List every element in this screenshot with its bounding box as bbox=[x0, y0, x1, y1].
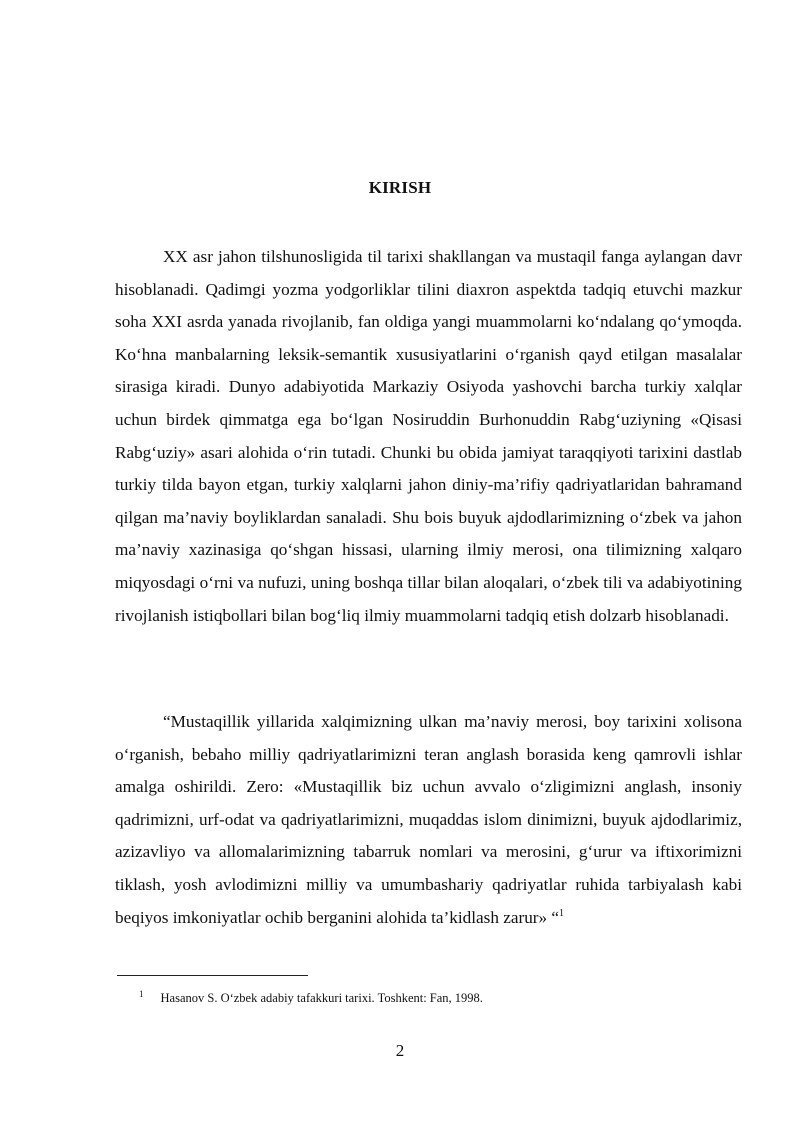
paragraph-2 bbox=[115, 706, 742, 934]
footnote-text: Hasanov S. O‘zbek adabiy tafakkuri tarixi. Toshkent: Fan, 1998. bbox=[160, 991, 483, 1005]
page-number: 2 bbox=[395, 1041, 405, 1060]
footnote bbox=[139, 986, 483, 1006]
paragraph-2-text: “Mustaqillik yillarida xalqimizning ulkan ma’naviy merosi, boy tarixini xolisona o‘rganish, bebaho milliy qadriyatlarimizni teran anglash borasida keng qamrovli ishlar amalga oshirildi. Zero: «Mustaqillik biz uchun avvalo o‘zligimizni anglash, insoniy qadrimizni, urf-odat va qadriyatlarimizni, muqaddas islom dinimizni, buyuk ajdodlarimiz, azizavliyo va allomalarimizning tabarruk nomlari va merosini, g‘urur va iftixorimizni tiklash, yosh avlodimizni milliy va umumbashariy qadriyatlar ruhida tarbiyalash kabi beqiyos imkoniyatlar ochib berganini alohida ta’kidlash zarur» “ bbox=[115, 712, 742, 927]
section-title: KIRISH bbox=[368, 178, 432, 197]
footnote-separator bbox=[117, 975, 308, 976]
footnote-reference[interactable]: 1 bbox=[559, 907, 565, 919]
footnote-number: 1 bbox=[139, 989, 144, 999]
paragraph-1: XX asr jahon tilshunosligida til tarixi shakllangan va mustaqil fanga aylangan davr hisoblanadi. Qadimgi yozma yodgorliklar tilini diaxron aspektda tadqiq etuvchi mazkur soha XXI asrda yanada rivojlanib, fan oldiga yangi muammolarni ko‘ndalang qo‘ymoqda. Ko‘hna manbalarning leksik-semantik xususiyatlarini o‘rganish qayd etilgan masalalar sirasiga kiradi. Dunyo adabiyotida Markaziy Osiyoda yashovchi barcha turkiy xalqlar uchun birdek qimmatga ega bo‘lgan Nosiruddin Burhonuddin Rabg‘uziyning «Qisasi Rabg‘uziy» asari alohida o‘rin tutadi. Chunki bu obida jamiyat taraqqiyoti tarixini dastlab turkiy tilda bayon etgan, turkiy xalqlarni jahon diniy-ma’rifiy qadriyatlaridan bahramand qilgan ma’naviy boyliklardan sanaladi. Shu bois buyuk ajdodlarimizning o‘zbek va jahon ma’naviy xazinasiga qo‘shgan hissasi, ularning ilmiy merosi, ona tilimizning xalqaro miqyosdagi o‘rni va nufuzi, uning boshqa tillar bilan aloqalari, o‘zbek tili va adabiyotining rivojlanish istiqbollari bilan bog‘liq ilmiy muammolarni tadqiq etish dolzarb hisoblanadi. bbox=[115, 247, 742, 625]
